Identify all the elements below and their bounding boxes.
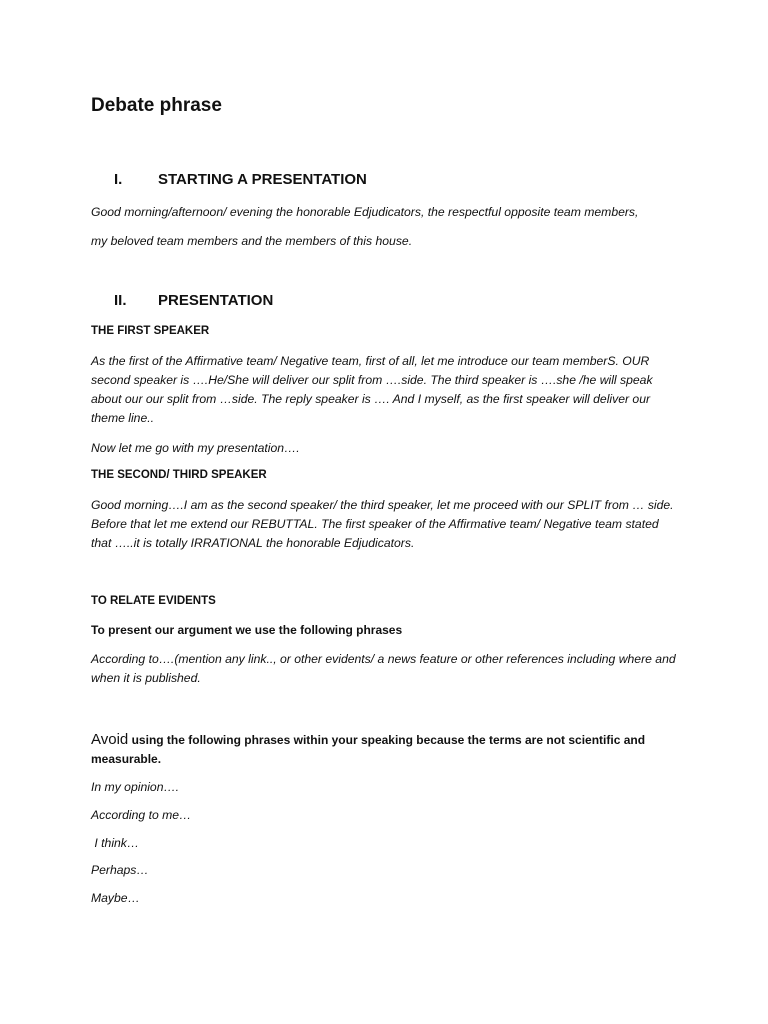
first-speaker-heading: THE FIRST SPEAKER [91,325,210,337]
section-heading-2 [114,292,273,309]
avoid-phrase-item: Maybe… [91,891,140,905]
section-heading-1 [114,171,367,188]
avoid-phrase-item: I think… [91,836,140,850]
avoid-phrase-item: According to me… [91,808,192,822]
avoid-phrase-item: In my opinion…. [91,780,180,794]
first-speaker-paragraph: As the first of the Affirmative team/ Negative team, first of all, let me introduce our team memberS. OUR second speaker is ….He/She will deliver our split from ….side. The third speaker is ….she /he will speak about our our split from …side. The reply speaker is …. And I myself, as the first speaker will deliver our theme line.. [91,354,653,425]
second-third-speaker-paragraph: Good morning….I am as the second speaker/ the third speaker, let me proceed with our SPLIT from … side. Before that let me extend our REBUTTAL. The first speaker of the Affirmative team/ Negative team stated that …..it is totally IRRATIONAL the honorable Edjudicators. [91,498,674,550]
section-title: STARTING A PRESENTATION [158,171,367,188]
intro-line-2: my beloved team members and the members of this house. [91,234,413,248]
document-title: Debate phrase [91,95,222,116]
section-title: PRESENTATION [158,292,274,309]
intro-line-1: Good morning/afternoon/ evening the honorable Edjudicators, the respectful opposite team members, [91,205,639,219]
avoid-rest-text: using the following phrases within your speaking because the terms are not scientific and measurable. [91,733,646,766]
evidence-heading: TO RELATE EVIDENTS [91,595,216,607]
evidence-subheading: To present our argument we use the following phrases [91,623,403,637]
evidence-paragraph: According to….(mention any link.., or other evidents/ a news feature or other references including where and when it is published. [91,652,676,685]
avoid-lead-word: Avoid [91,731,129,748]
section-number: I. [114,171,123,188]
avoid-phrase-item: Perhaps… [91,863,149,877]
second-third-speaker-heading: THE SECOND/ THIRD SPEAKER [91,469,267,481]
avoid-paragraph [91,730,691,769]
section-number: II. [114,292,127,309]
first-speaker-closing: Now let me go with my presentation…. [91,441,300,455]
